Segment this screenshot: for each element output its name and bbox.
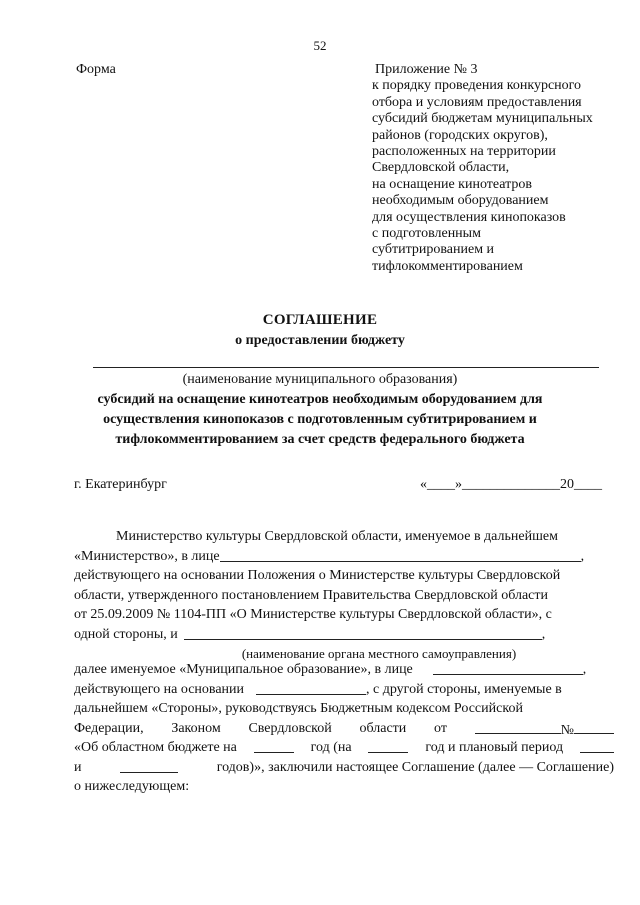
agreement-subject bbox=[60, 390, 580, 450]
municipality-blank-line bbox=[93, 367, 599, 368]
preamble-text: Министерство культуры Свердловской области, именуемое в дальнейшем bbox=[116, 529, 558, 544]
preamble-line bbox=[74, 719, 614, 739]
preamble-text: от bbox=[434, 720, 447, 736]
annex-line: необходимым оборудованием bbox=[372, 193, 549, 209]
planning-year-2-blank bbox=[120, 758, 178, 773]
document-subtitle: о предоставлении бюджету bbox=[235, 333, 405, 348]
preamble-text: области, утвержденного постановлением Правительства Свердловской области bbox=[74, 587, 549, 603]
preamble-line bbox=[74, 527, 614, 547]
annex-heading: Приложение № 3 bbox=[375, 62, 478, 77]
subject-line: субсидий на оснащение кинотеатров необходимым оборудованием для bbox=[97, 392, 543, 407]
municipal-representative-blank bbox=[433, 660, 583, 675]
preamble-text: действующего на основании bbox=[74, 681, 245, 697]
municipality-hint: (наименование муниципального образования) bbox=[182, 372, 458, 387]
preamble-text: от 25.09.2009 № 1104-ПП «О Министерстве культуры Свердловской области», с bbox=[74, 607, 552, 622]
preamble-line bbox=[74, 660, 614, 680]
preamble-text: , с другой стороны, именуемые в bbox=[366, 681, 562, 697]
preamble-line bbox=[74, 738, 614, 758]
preamble-line bbox=[74, 699, 614, 719]
preamble-text: Свердловской bbox=[248, 720, 332, 736]
fiscal-year-blank bbox=[368, 738, 408, 753]
date-template: «____»______________20____ bbox=[420, 477, 602, 492]
budget-year-blank bbox=[254, 738, 294, 753]
preamble-text: Федерации, bbox=[74, 720, 144, 736]
agreement-preamble bbox=[74, 527, 614, 797]
document-title: СОГЛАШЕНИЕ bbox=[262, 312, 378, 328]
preamble-line bbox=[74, 586, 614, 606]
city-label: г. Екатеринбург bbox=[74, 477, 167, 492]
preamble-line bbox=[74, 547, 614, 567]
preamble-text: дальнейшем «Стороны», руководствуясь Бюджетным кодексом Российской bbox=[74, 701, 523, 716]
preamble-text: годов)», заключили настоящее Соглашение (далее — Соглашение) bbox=[216, 759, 614, 775]
subject-line: тифлокомментированием за счет средств федерального бюджета bbox=[115, 432, 525, 447]
preamble-text: Законом bbox=[171, 720, 221, 736]
annex-line: субтитрированием и bbox=[372, 242, 495, 258]
preamble-line bbox=[74, 625, 614, 645]
subject-line: осуществления кинопоказов с подготовленным субтитрированием и bbox=[103, 412, 537, 427]
preamble-text: № bbox=[560, 722, 574, 738]
page-number: 52 bbox=[313, 38, 327, 53]
local-authority-blank bbox=[184, 625, 542, 640]
annex-line: Свердловской области, bbox=[372, 160, 510, 176]
planning-year-1-blank bbox=[580, 738, 614, 753]
annex-line: тифлокомментированием bbox=[372, 258, 523, 274]
annex-line: с подготовленным bbox=[372, 226, 481, 242]
preamble-text: и bbox=[74, 759, 82, 775]
annex-line: районов (городских округов), bbox=[372, 127, 548, 143]
preamble-hint-line bbox=[74, 644, 614, 660]
preamble-line bbox=[74, 777, 614, 797]
annex-line: отбора и условиям предоставления bbox=[372, 94, 582, 110]
preamble-text: «Министерство», в лице bbox=[74, 548, 220, 564]
preamble-text: далее именуемое «Муниципальное образование», в лице bbox=[74, 662, 413, 677]
local-authority-hint: (наименование органа местного самоуправления) bbox=[241, 646, 517, 661]
preamble-text: области bbox=[359, 720, 407, 736]
preamble-text: год (на bbox=[310, 740, 352, 755]
preamble-text: «Об областном бюджете на bbox=[74, 740, 237, 755]
form-label: Форма bbox=[76, 62, 116, 77]
annex-line: для осуществления кинопоказов bbox=[372, 209, 566, 225]
preamble-text: действующего на основании Положения о Министерстве культуры Свердловской bbox=[74, 568, 561, 583]
preamble-line bbox=[74, 566, 614, 586]
preamble-text: о нижеследующем: bbox=[74, 779, 190, 794]
annex-block bbox=[372, 62, 632, 275]
preamble-text: одной стороны, и bbox=[74, 626, 178, 642]
preamble-text: год и плановый период bbox=[425, 740, 564, 755]
preamble-text: , bbox=[582, 662, 587, 677]
law-number-blank bbox=[574, 719, 614, 734]
preamble-line bbox=[74, 758, 614, 778]
representative-blank bbox=[220, 547, 581, 562]
annex-line: на оснащение кинотеатров bbox=[372, 176, 533, 192]
basis-document-blank bbox=[256, 680, 366, 695]
preamble-text: , bbox=[580, 548, 585, 564]
annex-line: расположенных на территории bbox=[372, 144, 556, 160]
annex-line: к порядку проведения конкурсного bbox=[372, 78, 582, 94]
preamble-line bbox=[74, 605, 614, 625]
preamble-text: , bbox=[541, 626, 546, 642]
annex-line: субсидий бюджетам муниципальных bbox=[372, 111, 593, 127]
preamble-line bbox=[74, 680, 614, 700]
law-date-blank bbox=[475, 719, 561, 734]
